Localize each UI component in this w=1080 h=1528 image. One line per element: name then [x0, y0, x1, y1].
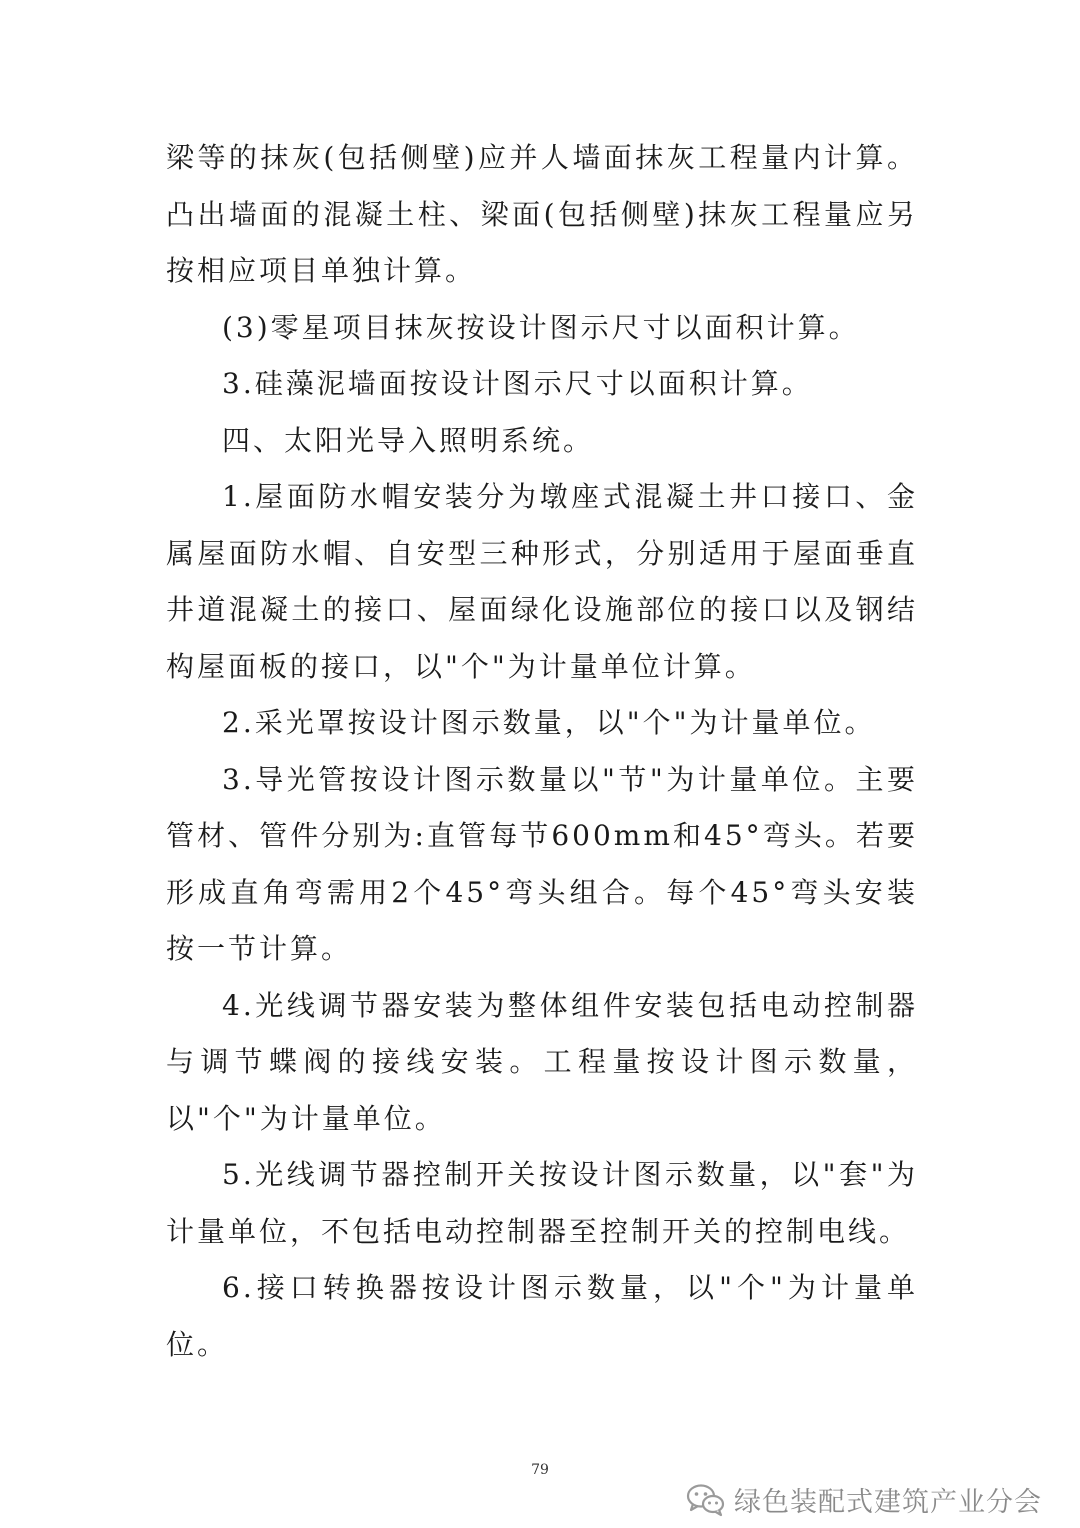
- paragraph: 6.接口转换器按设计图示数量，以"个"为计量单位。: [166, 1271, 918, 1361]
- paragraph: 梁等的抹灰(包括侧壁)应并人墙面抹灰工程量内计算。凸出墙面的混凝土柱、梁面(包括侧壁)抹灰工程量应另按相应项目单独计算。: [166, 141, 918, 287]
- watermark-text: 绿色装配式建筑产业分会: [734, 1487, 1042, 1518]
- paragraph: 3.硅藻泥墙面按设计图示尺寸以面积计算。: [222, 367, 813, 400]
- paragraph: 4.光线调节器安装为整体组件安装包括电动控制器与调节蝶阀的接线安装。工程量按设计图示数量，以"个"为计量单位。: [166, 988, 918, 1135]
- document-body: [166, 130, 918, 1373]
- paragraph: (3)零星项目抹灰按设计图示尺寸以面积计算。: [222, 310, 860, 344]
- paragraph: 3.导光管按设计图示数量以"节"为计量单位。主要管材、管件分别为:直管每节600mm和45°弯头。若要形成直角弯需用2个45°弯头组合。每个45°弯头安装按一节计算。: [166, 762, 918, 965]
- paragraph: 1.屋面防水帽安装分为墩座式混凝土井口接口、金属屋面防水帽、自安型三种形式，分别适用于屋面垂直井道混凝土的接口、屋面绿化设施部位的接口以及钢结构屋面板的接口，以"个"为计量单位计算。: [166, 480, 918, 683]
- paragraph: 2.采光罩按设计图示数量，以"个"为计量单位。: [222, 706, 876, 739]
- watermark: [686, 1480, 1042, 1519]
- page-number: 79: [531, 1462, 549, 1478]
- paragraph: 5.光线调节器控制开关按设计图示数量，以"套"为计量单位，不包括电动控制器至控制开关的控制电线。: [166, 1158, 918, 1248]
- wechat-icon: [686, 1483, 726, 1517]
- section-heading: 四、太阳光导入照明系统。: [222, 423, 595, 457]
